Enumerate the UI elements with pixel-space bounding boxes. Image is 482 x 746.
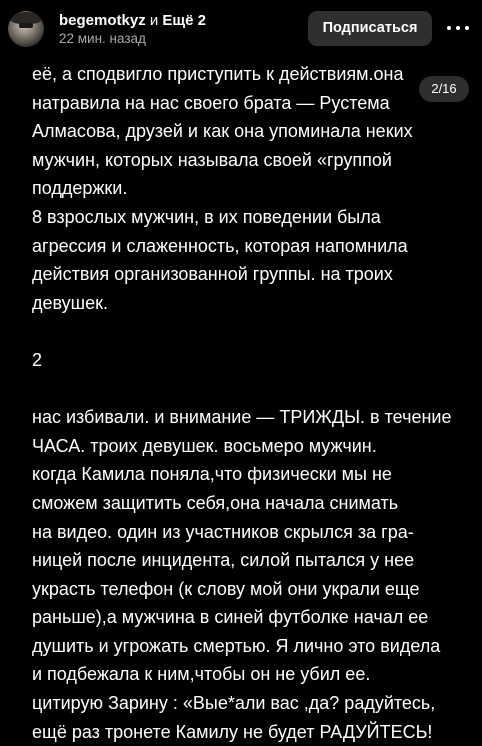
text-line: действия организованной группы. на троих	[32, 264, 393, 285]
text-line: нас избивали. и внимание — ТРИЖДЫ. в течение	[32, 407, 452, 428]
text-line	[32, 317, 462, 346]
conjunction: и	[145, 12, 163, 29]
avatar-glasses	[19, 23, 33, 28]
post-time: 22 мин. назад	[59, 31, 146, 46]
text-line: 8 взрослых мужчин, в их поведении была	[32, 206, 381, 227]
text-line: сможем защитить себя,она начала снимать	[32, 492, 399, 513]
text-line: цитирую Зарину : «Вые*али вас ,да? радуйтесь,	[32, 693, 436, 714]
text-line: мужчин, которых называла своей «группой	[32, 149, 392, 170]
author-line	[59, 12, 206, 30]
text-line	[32, 375, 462, 404]
text-line: ницей после инцидента, силой пытался у нее	[32, 550, 415, 571]
avatar[interactable]	[8, 11, 44, 47]
text-line: агрессия и слаженность, которая напомнила	[32, 235, 408, 256]
text-line: душить и угрожать смертью. Я лично это видела	[32, 635, 441, 656]
post-header	[0, 0, 482, 60]
username[interactable]: begemotkyz	[59, 12, 146, 29]
text-line: натравила на нас своего брата — Рустема	[32, 92, 390, 113]
text-line: и подбежала к ним,чтобы он не убил ее.	[32, 664, 371, 685]
text-line: ещё раз тронете Камилу не будет РАДУЙТЕСЬ!	[32, 721, 433, 742]
text-line: раньше),а мужчина в синей футболке начал ее	[32, 607, 429, 628]
post-text	[32, 60, 462, 746]
slide-counter: 2/16	[419, 76, 469, 102]
more-users-link[interactable]: Ещё 2	[162, 12, 206, 29]
text-line: её, а сподвигло приступить к действиям.она	[32, 64, 404, 84]
text-line: украсть телефон (к слову мой они украли еще	[32, 578, 420, 599]
ellipsis-icon[interactable]	[446, 18, 470, 40]
text-line: поддержки.	[32, 178, 128, 199]
text-line: 2	[32, 349, 43, 370]
text-line: когда Камила поняла,что физически мы не	[32, 464, 392, 485]
text-line: девушек.	[32, 292, 109, 313]
text-line: Алмасова, друзей и как она упоминала неких	[32, 121, 413, 142]
text-line: на видео. один из участников скрылся за гра-	[32, 521, 414, 542]
follow-button[interactable]: Подписаться	[308, 11, 432, 46]
text-line: ЧАСА. троих девушек. восьмеро мужчин.	[32, 435, 377, 456]
